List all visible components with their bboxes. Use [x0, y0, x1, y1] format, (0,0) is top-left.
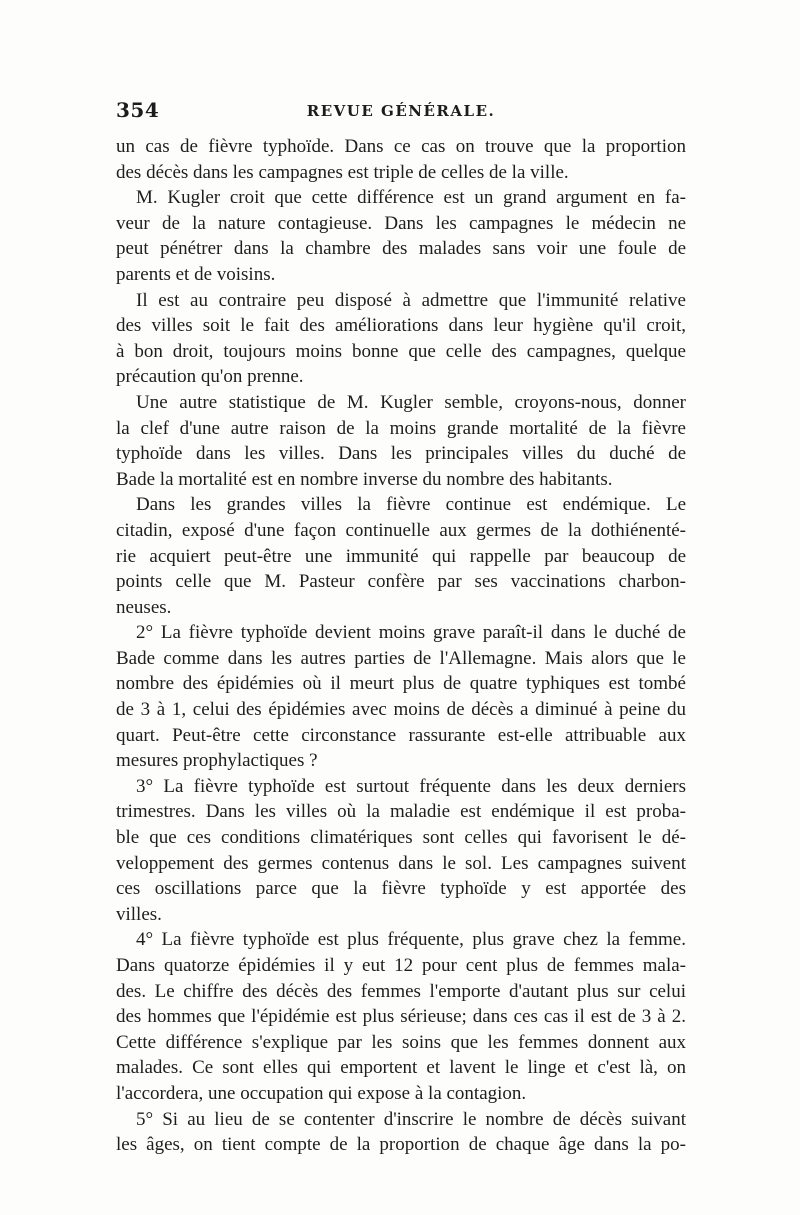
text-line: des. Le chiffre des décès des femmes l'emporte d'autant plus sur celui: [116, 980, 686, 1002]
paragraph: [116, 620, 686, 774]
text-line: citadin, exposé d'une façon continuelle aux germes de la dothiénenté-: [116, 519, 686, 541]
page-header: [116, 98, 686, 128]
paragraph: [116, 1107, 686, 1158]
text-line: Bade la mortalité est en nombre inverse du nombre des habitants.: [116, 468, 613, 490]
text-line: Une autre statistique de M. Kugler semble, croyons-nous, donner: [136, 391, 686, 413]
text-line: précaution qu'on prenne.: [116, 366, 304, 388]
text-line: 5° Si au lieu de se contenter d'inscrire le nombre de décès suivant: [136, 1108, 686, 1130]
paragraph: [116, 134, 686, 185]
body-text: [116, 134, 686, 1158]
text-line: villes.: [116, 903, 162, 925]
text-line: à bon droit, toujours moins bonne que celle des campagnes, quelque: [116, 340, 686, 362]
text-line: des décès dans les campagnes est triple de celles de la ville.: [116, 161, 569, 183]
text-line: trimestres. Dans les villes où la maladie est endémique il est proba-: [116, 801, 686, 823]
paragraph: [116, 927, 686, 1106]
text-line: typhoïde dans les villes. Dans les principales villes du duché de: [116, 443, 686, 465]
text-line: Dans quatorze épidémies il y eut 12 pour cent plus de femmes mala-: [116, 955, 686, 976]
text-line: les âges, on tient compte de la proportion de chaque âge dans la po-: [116, 1134, 686, 1156]
text-line: ble que ces conditions climatériques sont celles qui favorisent le dé-: [116, 827, 686, 849]
paragraph: [116, 492, 686, 620]
text-line: mesures prophylactiques ?: [116, 750, 318, 772]
text-line: M. Kugler croit que cette différence est un grand argument en fa-: [136, 187, 686, 209]
text-line: malades. Ce sont elles qui emportent et lavent le linge et c'est là, on: [116, 1057, 686, 1079]
text-line: des hommes que l'épidémie est plus sérieuse; dans ces cas il est de 3 à 2.: [116, 1006, 686, 1028]
text-line: de 3 à 1, celui des épidémies avec moins de décès a diminué à peine du: [116, 699, 686, 721]
text-line: 2° La fièvre typhoïde devient moins grave paraît-il dans le duché de: [136, 622, 686, 644]
paragraph: [116, 185, 686, 287]
text-line: Il est au contraire peu disposé à admettre que l'immunité relative: [136, 289, 686, 311]
text-line: Cette différence s'explique par les soins que les femmes donnent aux: [116, 1031, 686, 1053]
text-line: la clef d'une autre raison de la moins grande mortalité de la fièvre: [116, 417, 686, 439]
text-line: ces oscillations parce que la fièvre typhoïde y est apportée des: [116, 878, 686, 900]
text-line: 4° La fièvre typhoïde est plus fréquente, plus grave chez la femme.: [136, 929, 686, 951]
text-line: nombre des épidémies où il meurt plus de quatre typhiques est tombé: [116, 673, 686, 695]
text-line: points celle que M. Pasteur confère par ses vaccinations charbon-: [116, 571, 686, 593]
paragraph: [116, 774, 686, 928]
text-line: des villes soit le fait des améliorations dans leur hygiène qu'il croit,: [116, 315, 686, 337]
text-line: parents et de voisins.: [116, 263, 276, 285]
text-line: neuses.: [116, 596, 172, 618]
text-line: veloppement des germes contenus dans le sol. Les campagnes suivent: [116, 852, 686, 874]
text-line: quart. Peut-être cette circonstance rassurante est-elle attribuable aux: [116, 724, 686, 746]
text-line: 3° La fièvre typhoïde est surtout fréquente dans les deux derniers: [136, 775, 686, 797]
text-line: rie acquiert peut-être une immunité qui rappelle par beaucoup de: [116, 545, 686, 567]
text-line: Dans les grandes villes la fièvre continue est endémique. Le: [136, 494, 686, 516]
paragraph: [116, 288, 686, 390]
text-line: un cas de fièvre typhoïde. Dans ce cas on trouve que la proportion: [116, 136, 686, 157]
text-line: Bade comme dans les autres parties de l'Allemagne. Mais alors que le: [116, 647, 686, 669]
page-number: 354: [116, 98, 160, 122]
paragraph: [116, 390, 686, 492]
text-line: l'accordera, une occupation qui expose à la contagion.: [116, 1082, 527, 1104]
running-head: REVUE GÉNÉRALE.: [306, 102, 496, 120]
text-line: veur de la nature contagieuse. Dans les campagnes le médecin ne: [116, 212, 686, 234]
text-line: peut pénétrer dans la chambre des malades sans voir une foule de: [116, 238, 686, 260]
